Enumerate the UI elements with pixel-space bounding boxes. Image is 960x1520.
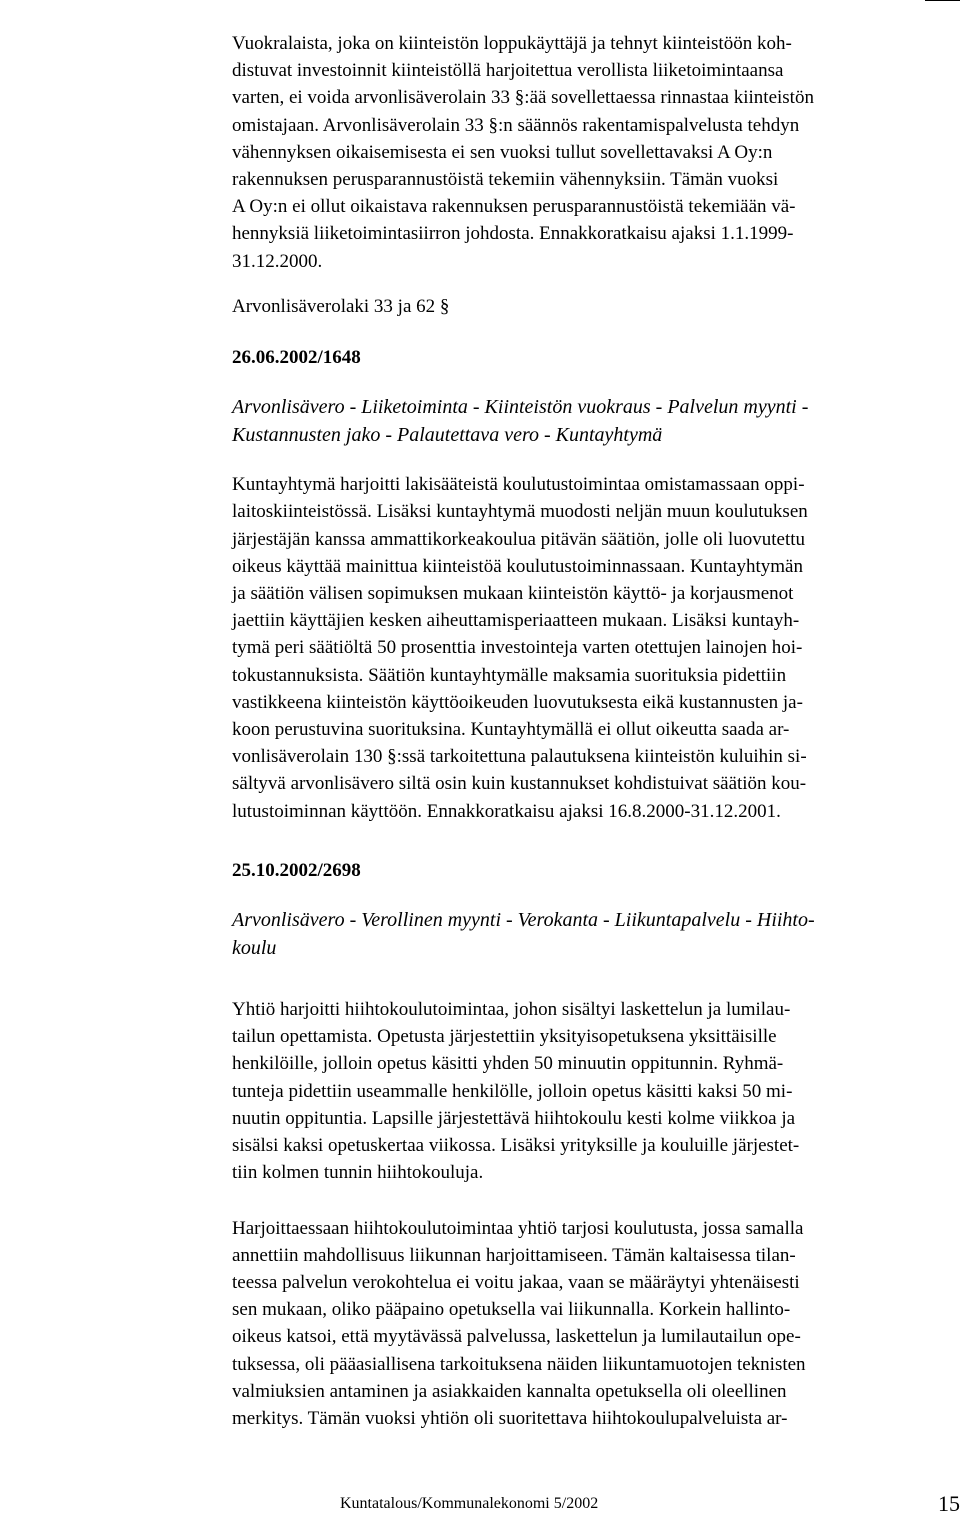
text-line: tiin kolmen tunnin hiihtokouluja. [232,1162,484,1184]
text-line: valmiuksien antaminen ja asiakkaiden kannalta opetuksella oli oleellinen [232,1380,787,1402]
text-line: tokustannuksista. Säätiön kuntayhtymälle maksamia suorituksia pidettiin [232,664,787,686]
text-line: laitoskiinteistössä. Lisäksi kuntayhtymä muodosti neljän muun koulutuksen [232,501,808,523]
page-body [232,30,954,1432]
text-line: annettiin mahdollisuus liikunnan harjoittamiseen. Tämän kaltaisessa tilan- [232,1244,796,1266]
text-line: tunteja pidettiin useammalle henkilölle, jolloin opetus käsitti kaksi 50 mi- [232,1080,793,1102]
text-line: tuksessa, oli pääasiallisena tarkoituksena näiden liikuntamuotojen teknisten [232,1353,806,1375]
text-line: 31.12.2000. [232,250,323,272]
text-line: sältyvä arvonlisävero siltä osin kuin kustannukset kohdistuivat säätiön kou- [232,773,807,795]
text-line: oikeus katsoi, että myytävässä palvelussa, laskettelun ja lumilautailun ope- [232,1326,801,1348]
text-line: distuvat investoinnit kiinteistöllä harjoitettua verollista liiketoimintaansa [232,60,784,82]
text-line: merkitys. Tämän vuoksi yhtiön oli suoritettava hiihtokoulupalveluista ar- [232,1407,788,1429]
text-line: vähennyksen oikaisemisesta ei sen vuoksi tullut sovellettavaksi A Oy:n [232,141,773,163]
text-line: sen mukaan, oliko pääpaino opetuksella vai liikunnalla. Korkein hallinto- [232,1299,791,1321]
text-line: tymä peri säätiöltä 50 prosenttia investointeja varten otettujen lainojen hoi- [232,637,803,659]
case-body-paragraph [232,1215,954,1433]
text-line: sisälsi kaksi opetuskertaa viikossa. Lisäksi yrityksille ja kouluille järjestet- [232,1135,800,1157]
text-line: nuutin oppituntia. Lapsille järjestettävä hiihtokoulu kesti kolme viikkoa ja [232,1107,796,1129]
text-line: ja säätiön välisen sopimuksen mukaan kiinteistön käyttö- ja korjausmenot [232,583,794,605]
text-line: oikeus käyttää mainittua kiinteistöä koulutustoiminnassaan. Kuntayhtymän [232,555,803,577]
text-line: Kuntayhtymä harjoitti lakisääteistä koulutustoimintaa omistamassaan oppi- [232,474,805,496]
text-line: hennyksiä liiketoimintasiirron johdosta. Ennakkoratkaisu ajaksi 1.1.1999- [232,223,794,245]
text-line: henkilöille, jolloin opetus käsitti yhden 50 minuutin oppitunnin. Ryhmä- [232,1053,784,1075]
case-id: 26.06.2002/1648 [232,347,361,369]
text-line: koon perustuvina suorituksina. Kuntayhtymällä ei ollut oikeutta saada ar- [232,719,790,741]
text-line: Harjoittaessaan hiihtokoulutoimintaa yhtiö tarjosi koulutusta, jossa samalla [232,1217,804,1239]
keyword-line: Kustannusten jako - Palautettava vero - Kuntayhtymä [232,424,663,447]
case-keywords [232,393,954,449]
text-line: Yhtiö harjoitti hiihtokoulutoimintaa, johon sisältyi laskettelun ja lumilau- [232,999,791,1021]
text-line: varten, ei voida arvonlisäverolain 33 §:ää sovellettaessa rinnastaa kiinteistön [232,87,814,109]
case-body-paragraph [232,996,954,1186]
case-section-2698 [232,857,954,1432]
case-keywords [232,906,954,962]
page-number: 15 [938,1491,960,1516]
footer-journal-title: Kuntatalous/Kommunalekonomi 5/2002 [340,1495,599,1512]
text-line: tailun opettamista. Opetusta järjestettiin yksityisopetuksena yksittäisille [232,1026,777,1048]
text-line: vastikkeena kiinteistön käyttöoikeuden luovutuksesta eikä kustannusten ja- [232,691,803,713]
header-rule [925,0,960,1]
text-line: teessa palvelun verokohtelua ei voitu jakaa, vaan se määräytyi yhtenäisesti [232,1271,800,1293]
text-line: omistajaan. Arvonlisäverolain 33 §:n säännös rakentamispalvelusta tehdyn [232,114,800,136]
intro-paragraph [232,30,954,275]
keyword-line: Arvonlisävero - Verollinen myynti - Verokanta - Liikuntapalvelu - Hiihto- [232,909,815,932]
text-line: jaettiin käyttäjien kesken aiheuttamisperiaatteen mukaan. Lisäksi kuntayh- [232,610,800,632]
text-line: vonlisäverolain 130 §:ssä tarkoitettuna palautuksena kiinteistön kuluihin si- [232,746,807,768]
law-reference: Arvonlisäverolaki 33 ja 62 § [232,295,450,317]
text-line: A Oy:n ei ollut oikaistava rakennuksen perusparannustöistä tekemiään vä- [232,196,796,218]
text-line: Vuokralaista, joka on kiinteistön loppukäyttäjä ja tehnyt kiinteistöön koh- [232,33,792,54]
text-line: järjestäjän kanssa ammattikorkeakoulua pitävän säätiön, jolle oli luovutettu [232,528,806,550]
case-id: 25.10.2002/2698 [232,859,361,881]
case-body-paragraph [232,471,954,825]
case-section-1648 [232,344,954,825]
text-line: rakennuksen perusparannustöistä tekemiin vähennyksiin. Tämän vuoksi [232,169,779,191]
keyword-line: koulu [232,937,277,960]
text-line: lutustoiminnan käyttöön. Ennakkoratkaisu ajaksi 16.8.2000-31.12.2001. [232,800,781,822]
keyword-line: Arvonlisävero - Liiketoiminta - Kiinteistön vuokraus - Palvelun myynti - [232,396,809,419]
